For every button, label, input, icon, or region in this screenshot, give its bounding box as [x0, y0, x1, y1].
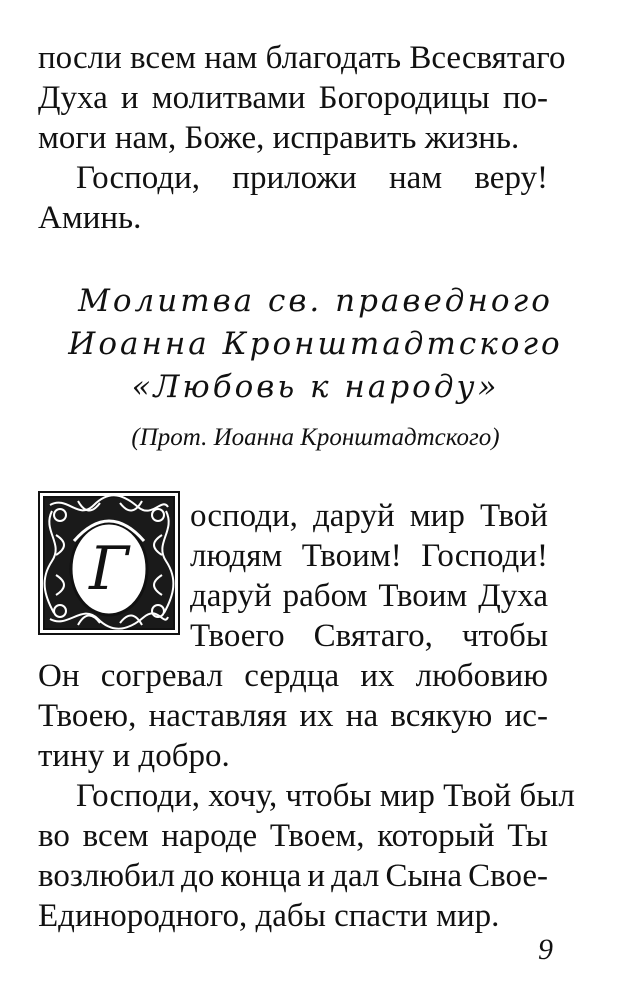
text-line: Аминь. [38, 200, 142, 236]
text-line-justified [38, 656, 548, 696]
text-line-justified [38, 856, 548, 896]
author-subtitle: (Прот. Иоанна Кронштадтского) [131, 424, 500, 451]
word: народе [161, 818, 258, 854]
word: наставляя [148, 698, 288, 734]
word: их [360, 658, 395, 694]
word: ис- [504, 698, 548, 734]
text-line: Господи, хочу, чтобы мир Твой был [76, 778, 575, 814]
word: во [38, 818, 70, 854]
page-number: 9 [538, 933, 553, 966]
word: даруй [190, 578, 272, 614]
word: и [120, 80, 139, 116]
word: возлюбил [38, 858, 175, 894]
word: Господи! [421, 538, 548, 574]
word: Сына [385, 858, 462, 894]
word: Твоим! [301, 538, 402, 574]
word: Твоим [378, 578, 468, 614]
text-line-justified [190, 496, 548, 536]
word: сердца [244, 658, 340, 694]
word: Господи, [76, 160, 201, 196]
text-line-justified [38, 78, 548, 118]
word: мир [409, 498, 465, 534]
text-line-justified [190, 616, 548, 656]
word: Святаго, [313, 618, 433, 654]
text-line: Единородного, дабы спасти мир. [38, 898, 500, 934]
word: Твой [479, 498, 548, 534]
prayer-title-line: Иоанна Кронштадтского [68, 326, 563, 362]
ornamental-dropcap [38, 491, 180, 635]
word: Твоем, [269, 818, 365, 854]
text-line-justified [38, 696, 548, 736]
word: даруй [313, 498, 395, 534]
word: до [181, 858, 215, 894]
word: всякую [390, 698, 493, 734]
word: всем [82, 818, 149, 854]
word: чтобы [461, 618, 548, 654]
prayer-title-line: Молитва св. праведного [78, 283, 553, 319]
word: Ты [507, 818, 548, 854]
word: их [299, 698, 334, 734]
word: который [377, 818, 495, 854]
text-line-justified [190, 536, 548, 576]
word: молитвами [151, 80, 306, 116]
word: Твоею, [38, 698, 137, 734]
word: Духа [478, 578, 548, 614]
text-line-justified [190, 576, 548, 616]
word: любовию [415, 658, 548, 694]
word: осподи, [190, 498, 298, 534]
word: Богородицы [318, 80, 490, 116]
word: Духа [38, 80, 108, 116]
text-line-justified [76, 158, 548, 198]
prayer-title-line: «Любовь к народу» [131, 369, 500, 405]
word: конца [220, 858, 302, 894]
text-line: посли всем нам благодать Всесвятаго [38, 40, 566, 76]
word: согревал [100, 658, 224, 694]
word: веру! [474, 160, 548, 196]
word: на [345, 698, 379, 734]
word: и [307, 858, 326, 894]
word: приложи [232, 160, 357, 196]
word: людям [190, 538, 283, 574]
word: Он [38, 658, 80, 694]
word: рабом [282, 578, 368, 614]
word: дал [331, 858, 380, 894]
dropcap-letter: Г [89, 534, 129, 604]
word: нам [388, 160, 443, 196]
text-line-justified [38, 816, 548, 856]
word: Твоего [190, 618, 285, 654]
text-line: тину и добро. [38, 738, 230, 774]
word: Свое- [468, 858, 548, 894]
text-line: моги нам, Боже, исправить жизнь. [38, 120, 520, 156]
word: по- [502, 80, 548, 116]
